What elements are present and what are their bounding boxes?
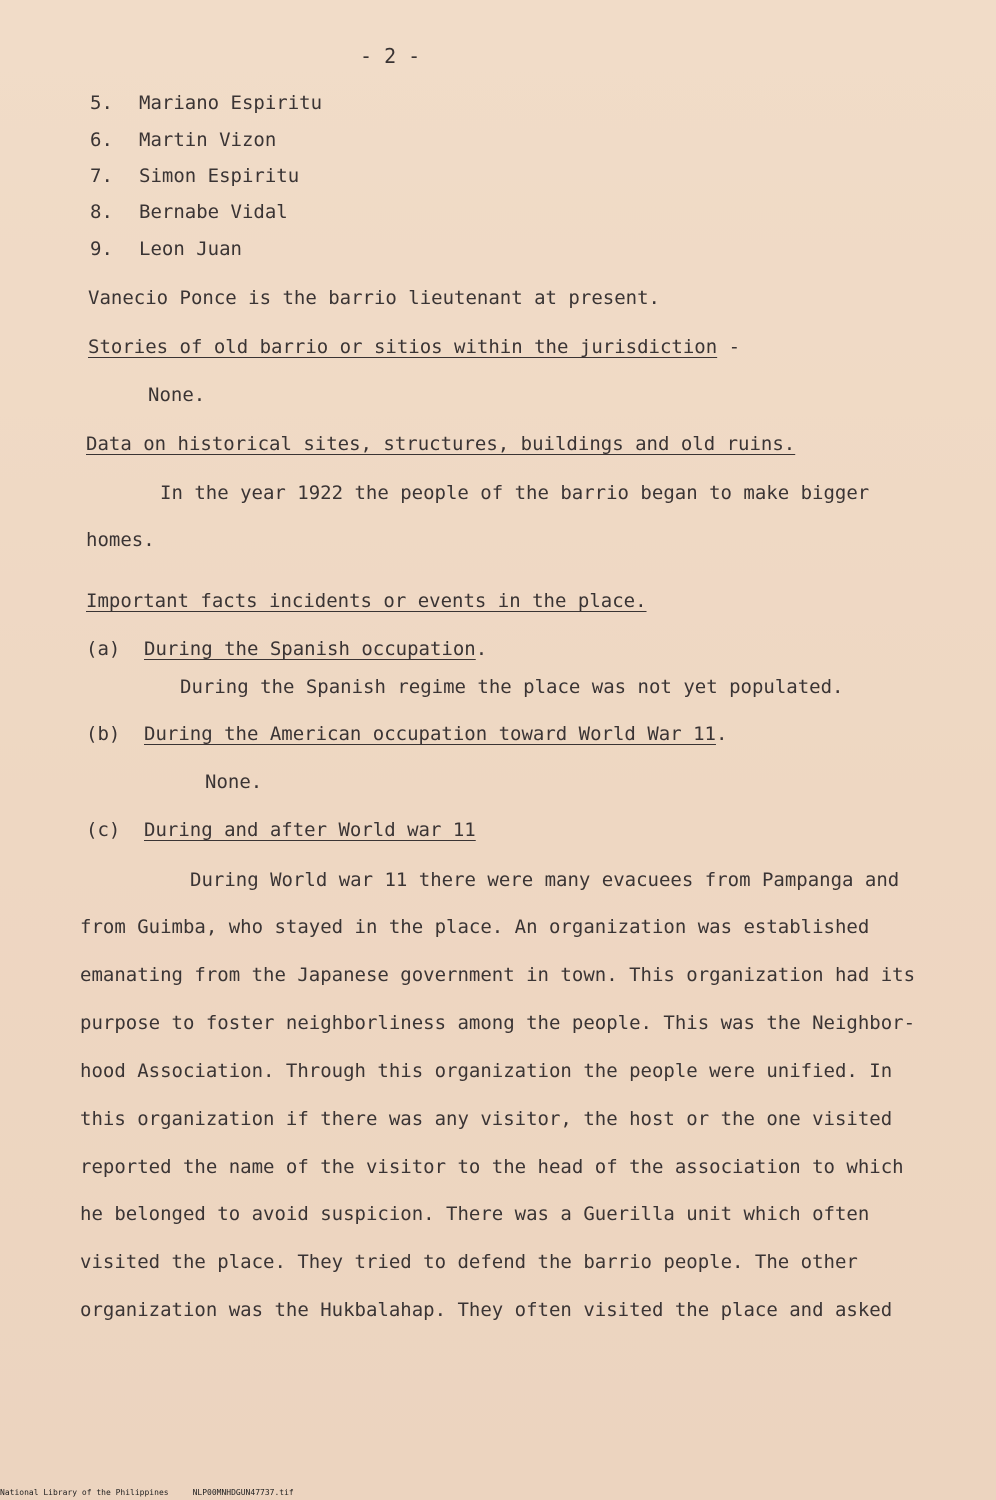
facts-heading: Important facts incidents or events in the place. [86, 590, 647, 612]
paragraph-line: purpose to foster neighborliness among the people. This was the Neighbor- [80, 1012, 916, 1034]
section-c-title: During and after World war 11 [144, 819, 476, 841]
list-item-name: Leon Juan [139, 238, 242, 260]
lieutenant-line: Vanecio Ponce is the barrio lieutenant at present. [88, 287, 660, 309]
section-b-title-tail: . [715, 723, 728, 745]
paragraph-line: this organization if there was any visitor, the host or the one visited [80, 1108, 893, 1130]
stories-heading-dash: - [717, 336, 741, 358]
section-c-label: (c) [86, 819, 121, 841]
list-item-name: Mariano Espiritu [139, 92, 323, 114]
paragraph-line: During World war 11 there were many evacuees from Pampanga and [190, 869, 900, 891]
list-item-number: 9. [90, 238, 113, 260]
section-a-body: During the Spanish regime the place was not yet populated. [180, 676, 844, 698]
page-number: - 2 - [360, 44, 421, 68]
section-b-body: None. [205, 771, 263, 793]
stories-body: None. [148, 384, 206, 406]
paragraph-line: visited the place. They tried to defend the barrio people. The other [80, 1251, 858, 1273]
paragraph-line: emanating from the Japanese government in town. This organization had its [80, 964, 916, 986]
list-item-name: Martin Vizon [139, 129, 277, 151]
stories-heading [88, 335, 740, 359]
list-item-number: 7. [90, 165, 113, 187]
footer-library: National Library of the Philippines [0, 1488, 169, 1497]
historical-line-2: homes. [86, 529, 155, 551]
section-b-label: (b) [86, 723, 121, 745]
list-item-number: 5. [90, 92, 113, 114]
list-item-number: 8. [90, 201, 113, 223]
paragraph-line: organization was the Hukbalahap. They often visited the place and asked [80, 1299, 893, 1321]
section-a-title [144, 637, 487, 661]
stories-heading-text: Stories of old barrio or sitios within the jurisdiction [88, 336, 718, 358]
list-item-number: 6. [90, 129, 113, 151]
paragraph-line: reported the name of the visitor to the head of the association to which [80, 1156, 904, 1178]
list-item-name: Simon Espiritu [139, 165, 300, 187]
paragraph-line: from Guimba, who stayed in the place. An organization was established [80, 916, 870, 938]
paragraph-line: hood Association. Through this organization the people were unified. In [80, 1060, 893, 1082]
paragraph-line: he belonged to avoid suspicion. There was a Guerilla unit which often [80, 1203, 870, 1225]
section-a-title-tail: . [475, 638, 488, 660]
section-b-title-text: During the American occupation toward World War 11 [144, 723, 716, 745]
scan-footer [0, 1488, 294, 1498]
list-item-name: Bernabe Vidal [139, 201, 288, 223]
section-a-label: (a) [86, 638, 121, 660]
historical-heading: Data on historical sites, structures, buildings and old ruins. [86, 433, 796, 455]
footer-file: NLP00MNHDGUN47737.tif [192, 1488, 294, 1497]
historical-line-1: In the year 1922 the people of the barrio began to make bigger [160, 482, 870, 504]
section-b-title [144, 722, 727, 746]
section-a-title-text: During the Spanish occupation [144, 638, 476, 660]
